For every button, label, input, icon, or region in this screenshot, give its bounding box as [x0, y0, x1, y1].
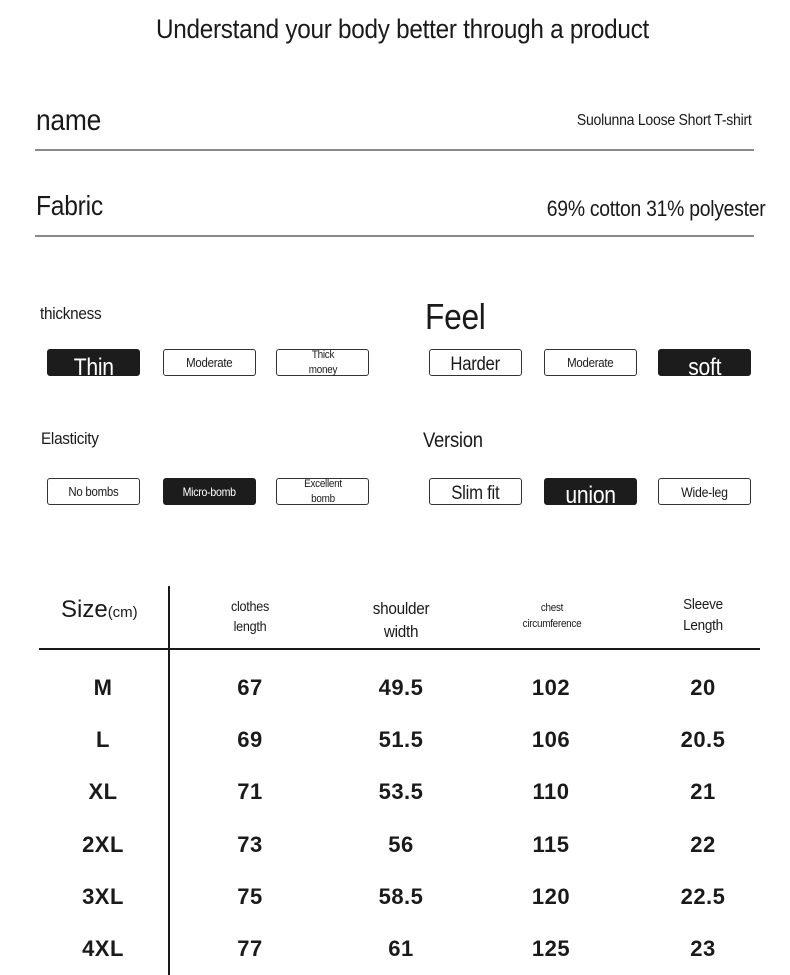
measurement-cell: 20.5 — [680, 727, 726, 752]
version-option-union-label: union — [565, 481, 616, 509]
thickness-option-moderate-label: Moderate — [186, 355, 233, 370]
table-column-divider — [168, 586, 170, 975]
header-shoulder-width-line1: shoulder — [372, 599, 430, 618]
thickness-option-thin[interactable] — [47, 349, 140, 381]
measurement-cell: 56 — [388, 832, 414, 857]
measurement-cell: 61 — [388, 936, 414, 961]
thickness-option-thin-label: Thin — [73, 353, 114, 381]
elasticity-option-excellent-bomb-label: Excellent bomb — [303, 477, 342, 505]
measurement-cell: 20 — [690, 675, 716, 700]
version-option-wide-leg[interactable] — [658, 478, 751, 505]
size-table-corner — [61, 596, 138, 624]
measurement-cell: 110 — [532, 779, 570, 804]
header-chest-circumference-line1: chest — [540, 602, 564, 614]
name-label: name — [36, 104, 101, 137]
elasticity-option-no-bombs-label: No bombs — [68, 484, 119, 499]
feel-option-moderate[interactable] — [544, 349, 637, 376]
feel-option-harder[interactable] — [429, 349, 522, 376]
feel-option-harder-label: Harder — [450, 353, 501, 375]
feel-option-soft-label: soft — [687, 353, 721, 381]
name-divider — [35, 149, 754, 151]
measurement-cell: 49.5 — [378, 675, 424, 700]
size-cell: 4XL — [82, 936, 124, 961]
measurement-cell: 71 — [237, 779, 263, 804]
measurement-cell: 125 — [531, 936, 571, 961]
header-chest-circumference-line2: circumference — [522, 618, 582, 630]
measurement-cell: 58.5 — [378, 884, 424, 909]
version-label: Version — [423, 429, 483, 452]
measurement-cell: 67 — [237, 675, 263, 700]
header-sleeve-length — [658, 594, 748, 636]
elasticity-option-micro-bomb-label: Micro-bomb — [182, 484, 237, 499]
measurement-cell: 75 — [237, 884, 263, 909]
header-chest-circumference — [503, 600, 602, 632]
fabric-value: 69% cotton 31% polyester — [546, 196, 765, 221]
elasticity-option-micro-bomb[interactable] — [163, 478, 256, 505]
header-shoulder-width — [356, 597, 446, 643]
feel-option-moderate-label: Moderate — [567, 355, 614, 370]
elasticity-label: Elasticity — [41, 429, 99, 448]
elasticity-option-excellent-bomb[interactable] — [276, 478, 369, 505]
size-cell: M — [93, 675, 113, 700]
measurement-cell: 53.5 — [378, 779, 424, 804]
measurement-cell: 102 — [531, 675, 571, 700]
thickness-label: thickness — [40, 304, 102, 323]
header-sleeve-length-line1: Sleeve — [683, 596, 723, 613]
fabric-divider — [35, 235, 754, 237]
header-shoulder-width-line2: width — [383, 622, 419, 641]
version-option-union[interactable] — [544, 478, 637, 509]
measurement-cell: 120 — [531, 884, 571, 909]
size-cell: 3XL — [82, 884, 124, 909]
name-value: Suolunna Loose Short T-shirt — [577, 112, 752, 129]
feel-option-soft[interactable] — [658, 349, 751, 381]
measurement-cell: 69 — [237, 727, 263, 752]
version-option-slim-fit-label: Slim fit — [451, 482, 500, 504]
header-clothes-length-line2: length — [233, 618, 267, 634]
version-option-wide-leg-label: Wide-leg — [681, 483, 728, 500]
header-clothes-length-line1: clothes — [230, 598, 270, 614]
size-label: Size — [61, 596, 108, 623]
thickness-option-thick[interactable] — [276, 349, 369, 376]
measurement-cell: 21 — [690, 779, 716, 804]
measurement-cell: 115 — [532, 832, 570, 857]
version-option-slim-fit[interactable] — [429, 478, 522, 505]
feel-label: Feel — [425, 296, 486, 337]
fabric-label: Fabric — [36, 190, 103, 221]
measurement-cell: 22.5 — [680, 884, 726, 909]
size-cell: XL — [88, 779, 118, 804]
measurement-cell: 77 — [237, 936, 263, 961]
size-cell: L — [96, 727, 110, 752]
page-title: Understand your body better through a product — [155, 14, 650, 44]
measurement-cell: 51.5 — [378, 727, 424, 752]
measurement-cell: 23 — [690, 936, 716, 961]
thickness-option-moderate[interactable] — [163, 349, 256, 376]
table-header-divider — [39, 648, 760, 650]
size-cell: 2XL — [82, 832, 124, 857]
thickness-option-thick-label: Thick money — [308, 348, 337, 376]
measurement-cell: 22 — [690, 832, 716, 857]
elasticity-option-no-bombs[interactable] — [47, 478, 140, 505]
measurement-cell: 73 — [237, 832, 263, 857]
measurement-cell: 106 — [531, 727, 571, 752]
header-clothes-length — [205, 596, 295, 636]
size-unit: (cm) — [107, 604, 138, 621]
header-sleeve-length-line2: Length — [683, 617, 723, 634]
